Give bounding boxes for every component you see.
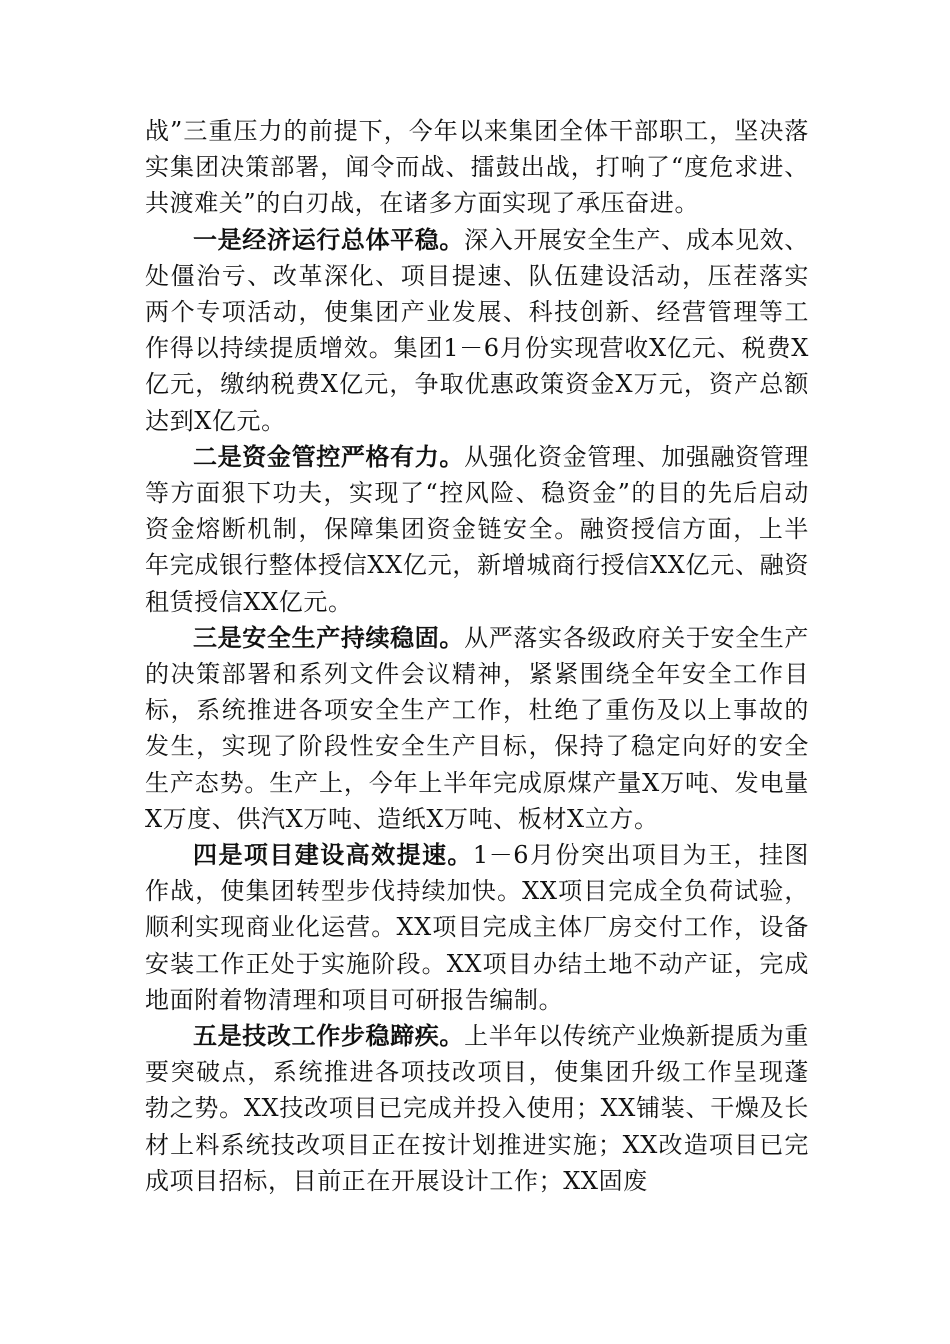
paragraph-tech <box>145 1018 809 1199</box>
paragraph-heading: 三是安全生产持续稳固。 <box>193 622 465 652</box>
paragraph-text: 从强化资金管理、加强融资管理等方面狠下功夫，实现了“控风险、稳资金”的目的先后启动资金熔断机制，保障集团资金链安全。融资授信方面，上半年完成银行整体授信XX亿元，新增城商行授信XX亿元、融资租赁授信XX亿元。 <box>145 442 809 616</box>
paragraph-safety <box>145 620 809 837</box>
paragraph-projects <box>145 837 809 1018</box>
paragraph-text: 深入开展安全生产、成本见效、处僵治亏、改革深化、项目提速、队伍建设活动，压茬落实两个专项活动，使集团产业发展、科技创新、经营管理等工作得以持续提质增效。集团1－6月份实现营收X亿元、税费X亿元，缴纳税费X亿元，争取优惠政策资金X万元，资产总额达到X亿元。 <box>145 225 809 435</box>
paragraph-heading: 五是技改工作步稳蹄疾。 <box>193 1021 465 1051</box>
paragraph-intro <box>145 113 809 222</box>
paragraph-funds <box>145 439 809 620</box>
paragraph-heading: 四是项目建设高效提速。 <box>193 840 473 870</box>
paragraph-text: 上半年以传统产业焕新提质为重要突破点，系统推进各项技改项目，使集团升级工作呈现蓬勃之势。XX技改项目已完成并投入使用；XX铺装、干燥及长材上料系统技改项目正在按计划推进实施；XX改造项目已完成项目招标，目前正在开展设计工作；XX固废 <box>145 1022 809 1195</box>
paragraph-text: 从严落实各级政府关于安全生产的决策部署和系列文件会议精神，紧紧围绕全年安全工作目标，系统推进各项安全生产工作，杜绝了重伤及以上事故的发生，实现了阶段性安全生产目标，保持了稳定向好的安全生产态势。生产上，今年上半年完成原煤产量X万吨、发电量X万度、供汽X万吨、造纸X万吨、板材X立方。 <box>145 623 809 833</box>
paragraph-heading: 一是经济运行总体平稳。 <box>193 224 465 254</box>
paragraph-heading: 二是资金管控严格有力。 <box>193 441 465 471</box>
document-page <box>145 113 809 1199</box>
paragraph-text: 战”三重压力的前提下，今年以来集团全体干部职工，坚决落实集团决策部署，闻令而战、擂鼓出战，打响了“度危求进、共渡难关”的白刃战，在诸多方面实现了承压奋进。 <box>145 117 809 218</box>
paragraph-economy <box>145 222 809 439</box>
paragraph-text: 1－6月份突出项目为王，挂图作战，使集团转型步伐持续加快。XX项目完成全负荷试验，顺利实现商业化运营。XX项目完成主体厂房交付工作，设备安装工作正处于实施阶段。XX项目办结土地不动产证，完成地面附着物清理和项目可研报告编制。 <box>145 841 809 1014</box>
